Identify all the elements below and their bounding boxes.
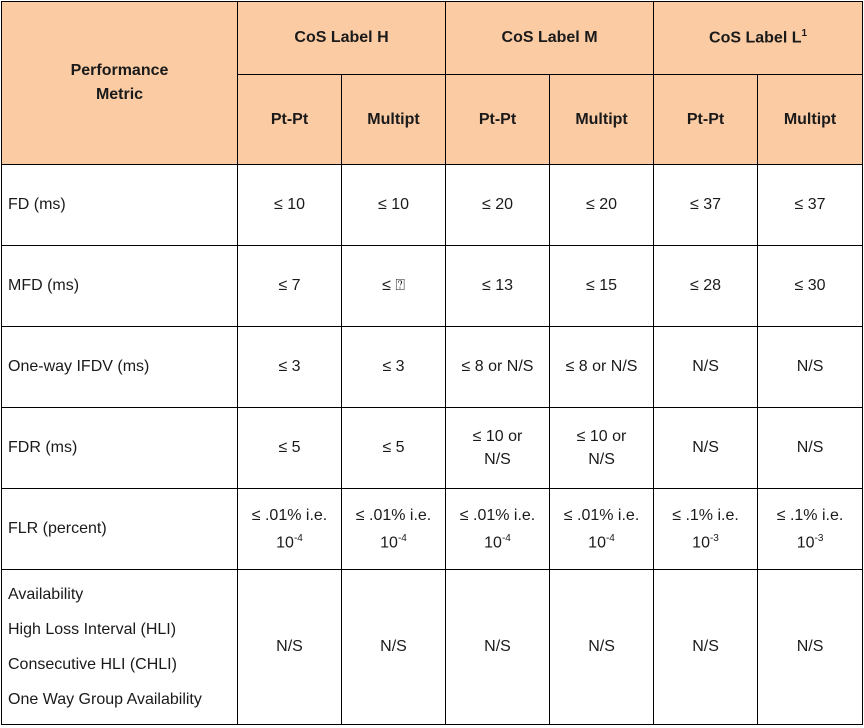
table-cell: ≤ 7 <box>238 246 342 327</box>
footnote-marker: 1 <box>801 28 808 40</box>
table-cell: N/S <box>446 570 550 725</box>
table-cell: ≤ 10 <box>342 165 446 246</box>
table-cell: ≤ .01% i.e. $10^{-4}$ <box>238 489 342 570</box>
subheader-h-multipt: Multipt <box>342 75 446 165</box>
table-cell: N/S <box>238 570 342 725</box>
table-cell: ≤ 10 or N/S <box>446 408 550 489</box>
metric-line: High Loss Interval (HLI) <box>8 621 177 638</box>
table-cell: ≤ 8 or N/S <box>446 327 550 408</box>
header-cos-label-m: CoS Label M <box>446 2 654 75</box>
table-cell: N/S <box>758 327 863 408</box>
table-cell: ≤ 3 <box>238 327 342 408</box>
metric-line: Availability <box>8 586 84 603</box>
table-row <box>2 408 863 489</box>
table-cell: ≤ 20 <box>446 165 550 246</box>
table-cell: ≤ 37 <box>654 165 758 246</box>
performance-table <box>1 1 863 725</box>
metric-line: One Way Group Availability <box>8 691 202 708</box>
table-cell: ≤ 20 <box>550 165 654 246</box>
table-cell: ≤ .01% i.e. $10^{-4}$ <box>550 489 654 570</box>
table-cell: N/S <box>550 570 654 725</box>
table-row <box>2 570 863 725</box>
table-cell: ≤ 13 <box>446 246 550 327</box>
table-cell: ≤ 15 <box>550 246 654 327</box>
table-row <box>2 165 863 246</box>
metric-availability <box>2 570 238 725</box>
subheader-l-multipt: Multipt <box>758 75 863 165</box>
table-cell: ≤ 37 <box>758 165 863 246</box>
table-cell: N/S <box>654 408 758 489</box>
header-cos-label-l: CoS Label $L^1$ <box>654 2 863 75</box>
table-cell: ≤ 8 or N/S <box>550 327 654 408</box>
table-row <box>2 327 863 408</box>
table-cell: N/S <box>342 570 446 725</box>
table-cell: ≤ 3 <box>342 327 446 408</box>
subheader-m-pt-pt: Pt-Pt <box>446 75 550 165</box>
table-cell: ≤ 5 <box>238 408 342 489</box>
table-cell: N/S <box>654 327 758 408</box>
metric-fdr: FDR (ms) <box>2 408 238 489</box>
subheader-l-pt-pt: Pt-Pt <box>654 75 758 165</box>
table-cell: ≤ 28 <box>654 246 758 327</box>
metric-fd: FD (ms) <box>2 165 238 246</box>
header-performance-metric: Performance Metric <box>2 2 238 165</box>
table-row <box>2 489 863 570</box>
table-cell: ≤ .1% i.e. $10^{-3}$ <box>654 489 758 570</box>
table-cell: N/S <box>758 408 863 489</box>
metric-ifdv: One-way IFDV (ms) <box>2 327 238 408</box>
table-cell: ≤ 10 or N/S <box>550 408 654 489</box>
metric-mfd: MFD (ms) <box>2 246 238 327</box>
table-cell: ≤ 30 <box>758 246 863 327</box>
table-cell: ≤ 5 <box>342 408 446 489</box>
table-cell: N/S <box>654 570 758 725</box>
metric-flr: FLR (percent) <box>2 489 238 570</box>
table-cell: ≤ 10 <box>238 165 342 246</box>
table-cell: ≤ ⍰ <box>342 246 446 327</box>
subheader-m-multipt: Multipt <box>550 75 654 165</box>
table-cell: N/S <box>758 570 863 725</box>
subheader-h-pt-pt: Pt-Pt <box>238 75 342 165</box>
table-cell: ≤ .01% i.e. $10^{-4}$ <box>342 489 446 570</box>
header-cos-label-h: CoS Label H <box>238 2 446 75</box>
table-cell: ≤ .1% i.e. $10^{-3}$ <box>758 489 863 570</box>
table-cell: ≤ .01% i.e. $10^{-4}$ <box>446 489 550 570</box>
metric-line: Consecutive HLI (CHLI) <box>8 656 177 673</box>
table-row <box>2 246 863 327</box>
